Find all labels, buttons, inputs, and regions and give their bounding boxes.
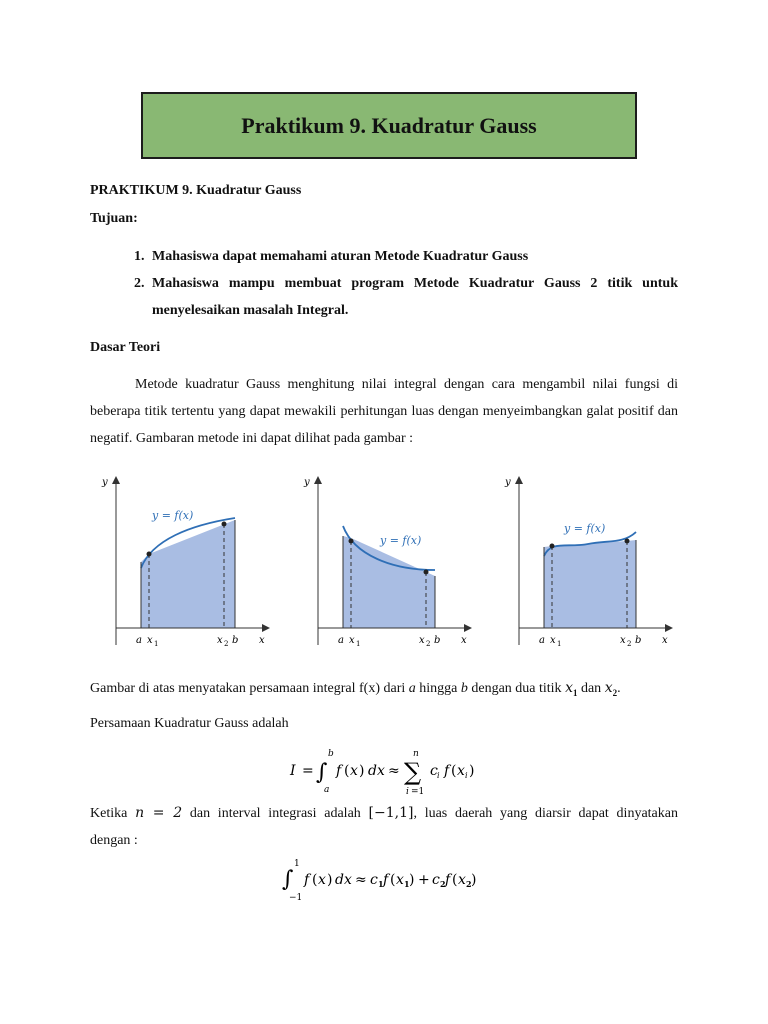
svg-text:=: = [302,763,314,779]
b-label: b [434,635,441,646]
title-box [141,92,637,159]
svg-text:x: x [396,872,404,888]
list-text-line2: menyelesaikan masalah Integral. [152,303,349,318]
svg-text:+: + [418,872,430,888]
dasar-teori-label: Dasar Teori [90,340,161,355]
y-label: y [304,477,310,488]
x1-sub: 1 [557,640,562,648]
x1-label: x [349,635,355,646]
x2-sub: 2 [426,640,431,648]
caption-text: . [617,681,621,696]
x1-sub: 1 [356,640,361,648]
fx-label: y = f(x) [380,534,422,547]
y-label: y [102,477,108,488]
svg-text:i: i [465,771,468,780]
list-item [134,243,678,270]
svg-text:c: c [370,872,378,888]
x-label: x [662,635,668,646]
shaded-area-2 [343,536,435,628]
panel-1 [101,477,268,648]
svg-text:b: b [328,749,334,759]
page-title: Praktikum 9. Kuadratur Gauss [241,112,537,138]
gauss-equation [288,748,488,798]
x-label: x [259,635,265,646]
x1-label: x [550,635,556,646]
caption-x1: x [565,680,573,696]
svg-text:x: x [350,763,358,779]
svg-text:1: 1 [294,859,300,869]
svg-text:∫: ∫ [316,760,328,785]
svg-text:): ) [471,872,477,888]
svg-text:n: n [413,749,419,759]
svg-text:): ) [469,763,475,779]
list-text: Mahasiswa dapat memahami aturan Metode Kuadratur Gauss [152,249,529,264]
svg-text:x: x [318,872,326,888]
ketika-interval: [−1,1] [368,805,414,821]
list-number: 1. [134,249,145,264]
caption-a: a [408,681,416,696]
figure-svg [90,470,678,650]
ketika-line1 [90,800,678,827]
svg-text:1: 1 [378,879,384,889]
svg-text:f: f [304,872,310,888]
persamaan-label: Persamaan Kuadratur Gauss adalah [90,716,289,731]
svg-text:f: f [444,763,450,779]
caption-x2-sub: 2 [612,687,618,698]
b-label: b [232,635,239,646]
ketika-paragraph [90,800,678,854]
ketika-text: Ketika [90,806,136,821]
svg-text:1: 1 [404,879,410,889]
caption-x1-sub: 1 [572,687,578,698]
svg-text:∫: ∫ [282,867,294,892]
svg-text:dx: dx [368,763,385,779]
svg-text:I: I [290,763,296,779]
ketika-text: dan interval integrasi adalah [182,806,369,821]
svg-text:): ) [327,872,333,888]
caption-text: dan [577,681,605,696]
x2-label: x [620,635,626,646]
figure-caption [90,680,621,698]
panel-3 [504,477,671,648]
a-label: a [136,635,142,646]
svg-text:−1: −1 [289,893,303,903]
y-label: y [505,477,511,488]
list-item [134,270,678,324]
x2-sub: 2 [627,640,632,648]
tujuan-label: Tujuan: [90,211,138,226]
svg-text:(: ( [452,872,458,888]
x-label: x [461,635,467,646]
svg-text:i: i [437,771,440,780]
ketika-line2: dengan : [90,833,138,848]
x2-label: x [419,635,425,646]
fx-label: y = f(x) [152,509,194,522]
shaded-area-3 [544,540,636,628]
section-heading: PRAKTIKUM 9. Kuadratur Gauss [90,183,302,198]
equation-svg [282,856,492,906]
caption-text: Gambar di atas menyatakan persamaan integral f(x) dari [90,681,409,696]
x2-label: x [217,635,223,646]
svg-text:2: 2 [466,879,472,889]
svg-text:x: x [458,872,466,888]
svg-text:f: f [336,763,342,779]
svg-text:2: 2 [440,879,446,889]
svg-text:∑: ∑ [404,758,422,786]
shaded-area-1 [141,520,235,628]
svg-text:c: c [430,763,438,779]
x2-sub: 2 [224,640,229,648]
svg-text:(: ( [344,763,350,779]
svg-text:(: ( [451,763,457,779]
panel-2 [303,477,470,648]
ketika-text: , luas daerah yang diarsir dapat dinyatakan [413,806,678,821]
x1-sub: 1 [154,640,159,648]
svg-text:=1: =1 [411,787,425,797]
svg-text:x: x [457,763,465,779]
svg-text:f: f [383,872,389,888]
caption-text: dengan dua titik [467,681,566,696]
ketika-n: n = 2 [135,805,183,821]
a-label: a [338,635,344,646]
svg-text:a: a [324,785,330,795]
svg-text:c: c [432,872,440,888]
fx-label: y = f(x) [564,522,606,535]
x1-label: x [147,635,153,646]
svg-text:≈: ≈ [355,872,367,888]
svg-text:): ) [409,872,415,888]
a-label: a [539,635,545,646]
svg-text:i: i [406,787,409,797]
tujuan-list [134,243,678,324]
svg-text:dx: dx [335,872,352,888]
gauss-figures [90,470,678,650]
list-number: 2. [134,276,145,291]
svg-text:f: f [445,872,451,888]
svg-text:(: ( [390,872,396,888]
two-point-equation [282,856,492,906]
svg-text:(: ( [312,872,318,888]
equation-svg [288,748,488,798]
caption-b: b [460,681,468,696]
caption-x2: x [604,680,613,696]
list-text-line1: Mahasiswa mampu membuat program Metode Kuadratur Gauss 2 titik untuk [152,276,678,291]
intro-paragraph: Metode kuadratur Gauss menghitung nilai integral dengan cara mengambil nilai fungsi di beberapa titik tertentu yang dapat mewakili perhitungan luas dengan menyeimbangkan galat positif dan negatif. Gambaran metode ini dapat dilihat pada gambar : [90,377,678,446]
caption-text: hingga [415,681,461,696]
svg-text:≈: ≈ [388,763,400,779]
b-label: b [635,635,642,646]
svg-text:): ) [359,763,365,779]
